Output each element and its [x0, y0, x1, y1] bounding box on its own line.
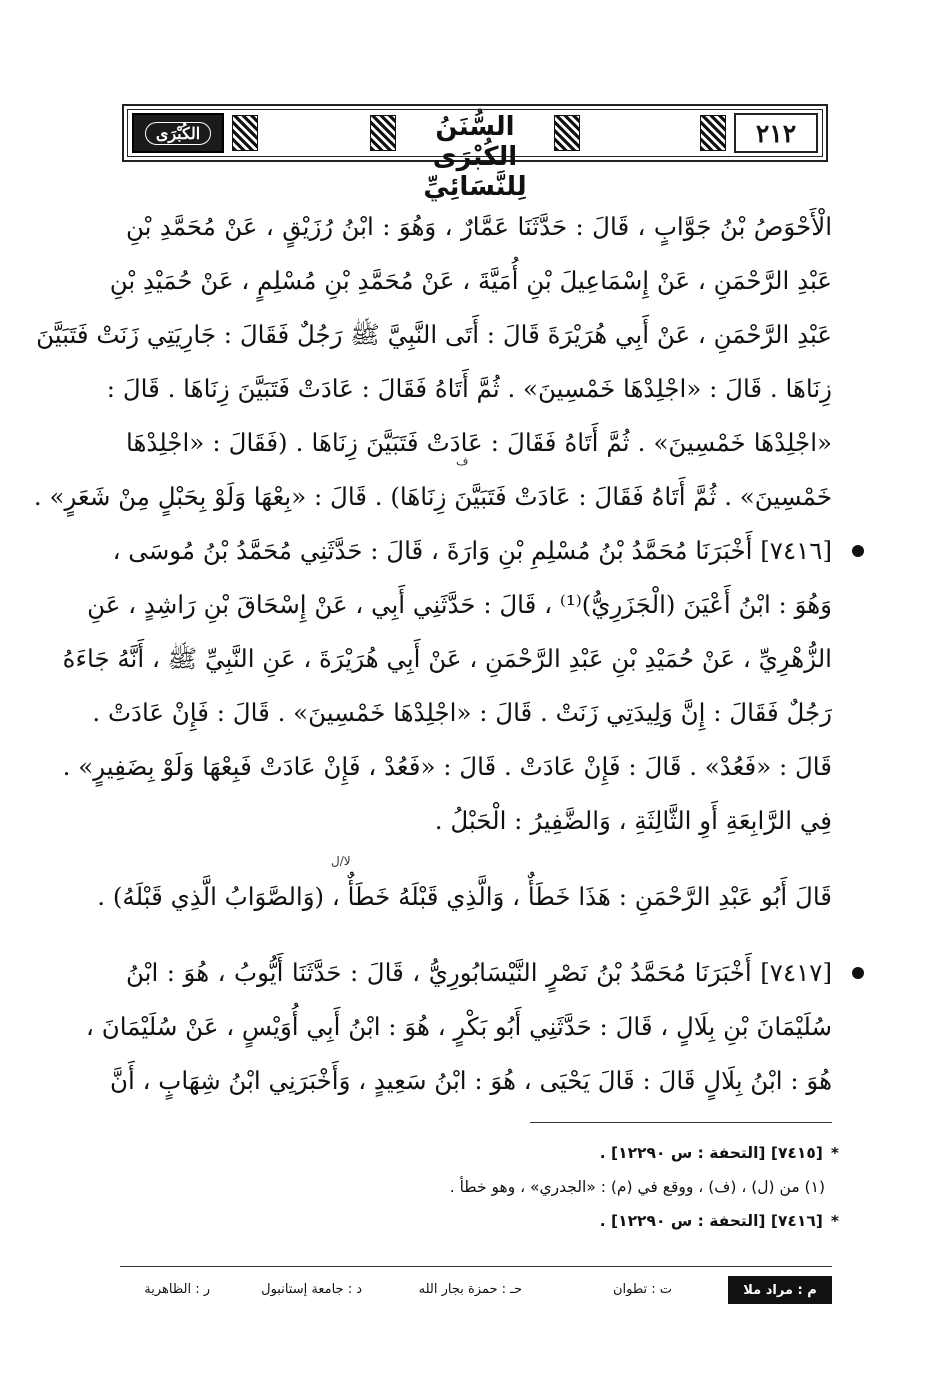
ornament	[554, 115, 580, 151]
credit-badge: م : مراد ملا	[728, 1276, 832, 1304]
text-line: الزُّهْرِيِّ ، عَنْ حُمَيْدِ بْنِ عَبْدِ الرَّحْمَنِ ، عَنْ أَبِي هُرَيْرَةَ ، عَنِ النَّبِيِّ ﷺ ، أَنَّهُ جَاءَهُ	[62, 644, 832, 673]
book-title: السُّنَنُ الكُبْرَى لِلنَّسَائِيِّ	[423, 112, 527, 202]
ornament	[370, 115, 396, 151]
text-line	[33, 454, 832, 524]
credit-h: حـ : حمزة بجار الله	[418, 1282, 522, 1297]
text-line: سُلَيْمَانَ بْنِ بِلَالٍ ، قَالَ : حَدَّثَنِي أَبُو بَكْرٍ ، هُوَ : ابْنُ أَبِي أُوَيْسٍ ، عَنْ سُلَيْمَانَ ،	[86, 1012, 832, 1041]
hadith-7417-start	[126, 946, 832, 1000]
main-text	[33, 200, 832, 1108]
text-line-content: [٧٤١٦] أَخْبَرَنَا مُحَمَّدُ بْنُ مُسْلِمِ بْنِ وَارَةَ ، قَالَ : حَدَّثَنِي مُحَمَّدُ بْنُ مُوسَى ،	[112, 536, 832, 565]
margin-mark: ف	[456, 454, 469, 468]
credit-r: ر : الظاهرية	[144, 1282, 210, 1297]
footnote-divider	[530, 1122, 832, 1123]
ornament	[232, 115, 258, 151]
margin-mark: لا/ل	[331, 854, 351, 868]
bullet-icon	[852, 967, 864, 979]
bullet-icon	[852, 545, 864, 557]
text-line-content: خَمْسِينَ» . ثُمَّ أَتَاهُ فَقَالَ : عَادَتْ فَتَبَيَّنَ زِنَاهَا) . قَالَ : «بِعْهَا وَلَوْ بِحَبْلٍ مِنْ شَعَرٍ» .	[33, 482, 832, 511]
text-line: فِي الرَّابِعَةِ أَوِ الثَّالِثَةِ ، وَالضَّفِيرُ : الْحَبْلُ .	[434, 806, 832, 835]
footnotes	[120, 1136, 839, 1238]
text-line: عَبْدِ الرَّحْمَنِ ، عَنْ إِسْمَاعِيلَ بْنِ أُمَيَّةَ ، عَنْ مُحَمَّدِ بْنِ مُسْلِمٍ ، عَنْ حُمَيْدِ بْنِ	[109, 266, 832, 295]
book-emblem	[132, 113, 224, 153]
text-line: «اجْلِدْهَا خَمْسِينَ» . ثُمَّ أَتَاهُ فَقَالَ : عَادَتْ فَتَبَيَّنَ زِنَاهَا . (فَقَالَ : «اجْلِدْهَا	[126, 428, 832, 457]
footnote-1: (١) من (ل) ، (ف) ، ووقع في (م) : «الجدري» ، وهو خطأ .	[449, 1178, 825, 1196]
star-icon: *	[830, 1144, 839, 1162]
credits-divider	[120, 1266, 832, 1267]
text-line: رَجُلٌ فَقَالَ : إِنَّ وَلِيدَتِي زَنَتْ . قَالَ : «اجْلِدْهَا خَمْسِينَ» . قَالَ : فَإِنْ عَادَتْ .	[92, 698, 832, 727]
manuscript-credits	[120, 1276, 832, 1304]
credit-d: د : جامعة إستانبول	[261, 1282, 362, 1297]
ornament	[700, 115, 726, 151]
text-line: قَالَ : «فَعُدْ» . قَالَ : فَإِنْ عَادَتْ . قَالَ : «فَعُدْ ، فَإِنْ عَادَتْ فَبِعْهَا وَلَوْ بِضَفِيرٍ» .	[62, 752, 832, 781]
page-header	[122, 104, 828, 202]
emblem-text: الكُبْرَى	[145, 122, 211, 145]
page-number: ٢١٢	[734, 113, 818, 153]
text-line: زِنَاهَا . قَالَ : «اجْلِدْهَا خَمْسِينَ» . ثُمَّ أَتَاهُ فَقَالَ : عَادَتْ فَتَبَيَّنَ زِنَاهَا . قَالَ :	[106, 374, 832, 403]
text-line: الْأَحْوَصُ بْنُ جَوَّابٍ ، قَالَ : حَدَّثَنَا عَمَّارٌ ، وَهُوَ : ابْنُ رُزَيْقٍ ، عَنْ مُحَمَّدِ بْنِ	[126, 212, 832, 241]
footnote-tuhfa-7415	[120, 1136, 839, 1170]
credit-t: ت : تطوان	[612, 1282, 672, 1297]
text-line: وَهُوَ : ابْنُ أَعْيَنَ (الْجَزَرِيُّ)⁽¹⁾ ، قَالَ : حَدَّثَنِي أَبِي ، عَنْ إِسْحَاقَ بْنِ رَاشِدٍ ، عَنِ	[87, 590, 832, 619]
footnote-text: [٧٤١٥] [التحفة : س ١٢٢٩٠] .	[599, 1144, 823, 1162]
text-line: هُوَ : ابْنُ بِلَالٍ قَالَ : قَالَ يَحْيَى ، هُوَ : ابْنُ سَعِيدٍ ، وَأَخْبَرَنِي ابْنُ شِهَابٍ ، أَنَّ	[110, 1066, 832, 1095]
star-icon: *	[830, 1212, 839, 1230]
author-remark	[97, 854, 832, 924]
footnote-text: [٧٤١٦] [التحفة : س ١٢٢٩٠] .	[599, 1212, 823, 1230]
hadith-7416-start	[112, 524, 832, 578]
footnote-tuhfa-7416	[120, 1204, 839, 1238]
text-line-content: [٧٤١٧] أَخْبَرَنَا مُحَمَّدُ بْنُ نَصْرٍ النَّيْسَابُورِيُّ ، قَالَ : حَدَّثَنَا أَيُّوبُ ، هُوَ : ابْنُ	[126, 958, 832, 987]
text-line-content: قَالَ أَبُو عَبْدِ الرَّحْمَنِ : هَذَا خَطَأٌ ، وَالَّذِي قَبْلَهُ خَطَأٌ ، (وَالصَّوَابُ الَّذِي قَبْلَهُ) .	[97, 882, 832, 911]
text-line: عَبْدِ الرَّحْمَنِ ، عَنْ أَبِي هُرَيْرَةَ قَالَ : أَتَى النَّبِيَّ ﷺ رَجُلٌ فَقَالَ : جَارِيَتِي زَنَتْ فَتَبَيَّنَ	[36, 320, 832, 349]
